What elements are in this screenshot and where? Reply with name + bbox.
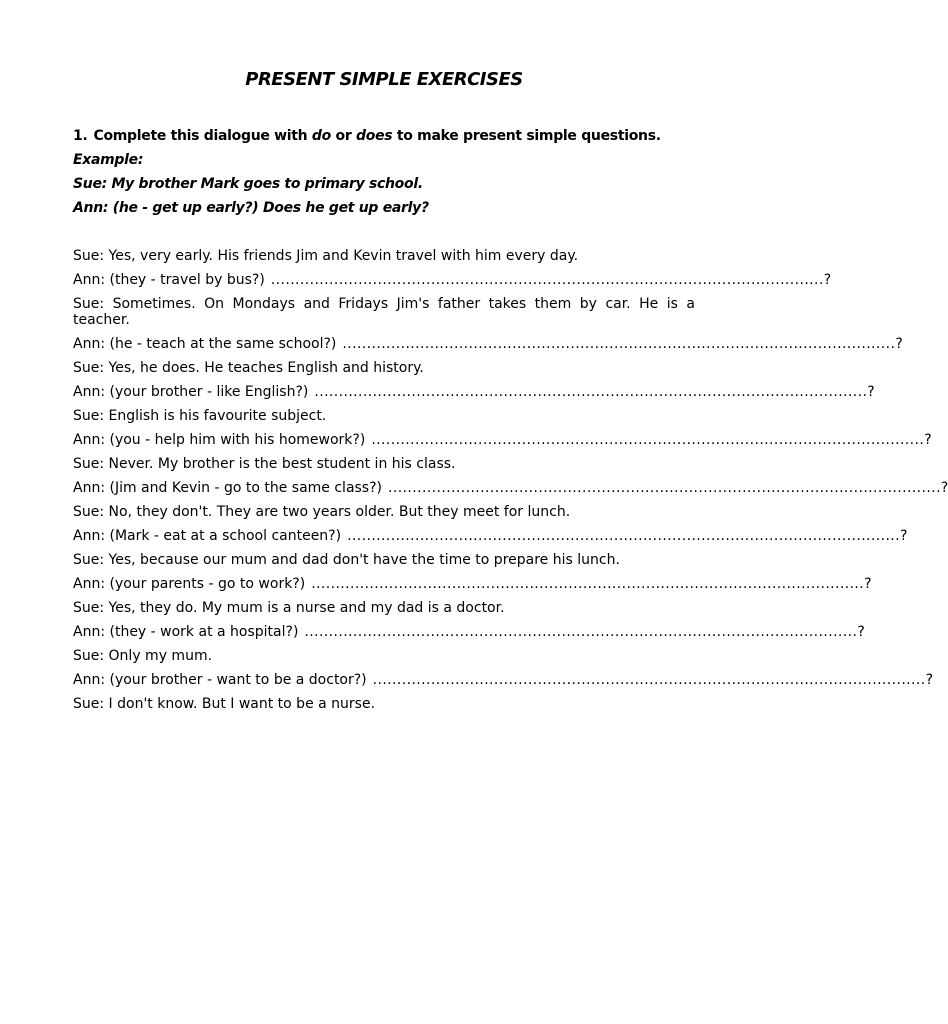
- instruction-text-start: Complete this dialogue with: [93, 128, 312, 144]
- dialogue-question-ann: [73, 624, 865, 640]
- dialogue-question-ann: [73, 480, 948, 496]
- question-prompt: Ann: (your brother - want to be a doctor?): [73, 672, 367, 688]
- word-does: does: [356, 128, 393, 144]
- dialogue-question-ann: [73, 384, 875, 400]
- question-mark: ?: [924, 432, 932, 448]
- dialogue-question-ann: [73, 576, 872, 592]
- dialogue-line-sue: Sue: Yes, they do. My mum is a nurse and my dad is a doctor.: [73, 600, 505, 616]
- answer-blank[interactable]: ..................................................................................................................: [342, 336, 896, 352]
- dialogue-question-ann: [73, 672, 934, 688]
- dialogue-line-sue: Sue: Sometimes. On Mondays and Fridays Jim's father takes them by car. He is a teacher.: [73, 296, 695, 328]
- answer-blank[interactable]: ..................................................................................................................: [347, 528, 900, 544]
- example-label: Example:: [73, 152, 144, 168]
- dialogue-line-sue: Sue: I don't know. But I want to be a nurse.: [73, 696, 376, 712]
- question-mark: ?: [925, 672, 934, 688]
- dialogue-question-ann: [73, 528, 908, 544]
- question-mark: ?: [857, 624, 865, 640]
- instruction-text-end: to make present simple questions.: [392, 128, 661, 144]
- question-prompt: Ann: (they - travel by bus?): [73, 272, 265, 288]
- answer-blank[interactable]: ..................................................................................................................: [304, 624, 858, 640]
- question-prompt: Ann: (they - work at a hospital?): [73, 624, 299, 640]
- question-mark: ?: [895, 336, 903, 352]
- example-line-sue: Sue: My brother Mark goes to primary school.: [73, 176, 423, 192]
- dialogue: [73, 248, 948, 720]
- question-prompt: Ann: (you - help him with his homework?): [73, 432, 366, 448]
- answer-blank[interactable]: ..................................................................................................................: [311, 576, 865, 592]
- dialogue-line-sue: Sue: Yes, because our mum and dad don't have the time to prepare his lunch.: [73, 552, 620, 568]
- word-do: do: [311, 128, 331, 144]
- dialogue-question-ann: [73, 336, 903, 352]
- dialogue-line-sue: Sue: Yes, very early. His friends Jim and Kevin travel with him every day.: [73, 248, 579, 264]
- question-mark: ?: [823, 272, 832, 288]
- question-prompt: Ann: (Jim and Kevin - go to the same class?): [73, 480, 382, 496]
- question-prompt: Ann: (Mark - eat at a school canteen?): [73, 528, 342, 544]
- question-prompt: Ann: (your brother - like English?): [73, 384, 309, 400]
- answer-blank[interactable]: ..................................................................................................................: [270, 272, 824, 288]
- dialogue-line-sue: Sue: Only my mum.: [73, 648, 213, 664]
- question-prompt: Ann: (he - teach at the same school?): [73, 336, 337, 352]
- dialogue-question-ann: [73, 272, 832, 288]
- dialogue-line-sue: Sue: No, they don't. They are two years older. But they meet for lunch.: [73, 504, 571, 520]
- answer-blank[interactable]: ..................................................................................................................: [372, 672, 926, 688]
- exercise-instruction: [73, 128, 661, 144]
- dialogue-line-sue: Sue: English is his favourite subject.: [73, 408, 327, 424]
- example-line-ann: Ann: (he - get up early?) Does he get up early?: [73, 200, 429, 216]
- dialogue-question-ann: [73, 432, 932, 448]
- question-mark: ?: [867, 384, 875, 400]
- dialogue-line-sue: Sue: Yes, he does. He teaches English and history.: [73, 360, 424, 376]
- page-title: PRESENT SIMPLE EXERCISES: [245, 69, 523, 90]
- instruction-text-or: or: [330, 128, 357, 144]
- question-mark: ?: [864, 576, 872, 592]
- answer-blank[interactable]: ..................................................................................................................: [314, 384, 868, 400]
- answer-blank[interactable]: ..................................................................................................................: [371, 432, 925, 448]
- question-mark: ?: [900, 528, 908, 544]
- question-prompt: Ann: (your parents - go to work?): [73, 576, 306, 592]
- dialogue-line-sue: Sue: Never. My brother is the best student in his class.: [73, 456, 456, 472]
- answer-blank[interactable]: ..................................................................................................................: [388, 480, 941, 496]
- exercise-number: 1.: [73, 128, 88, 144]
- question-mark: ?: [940, 480, 948, 496]
